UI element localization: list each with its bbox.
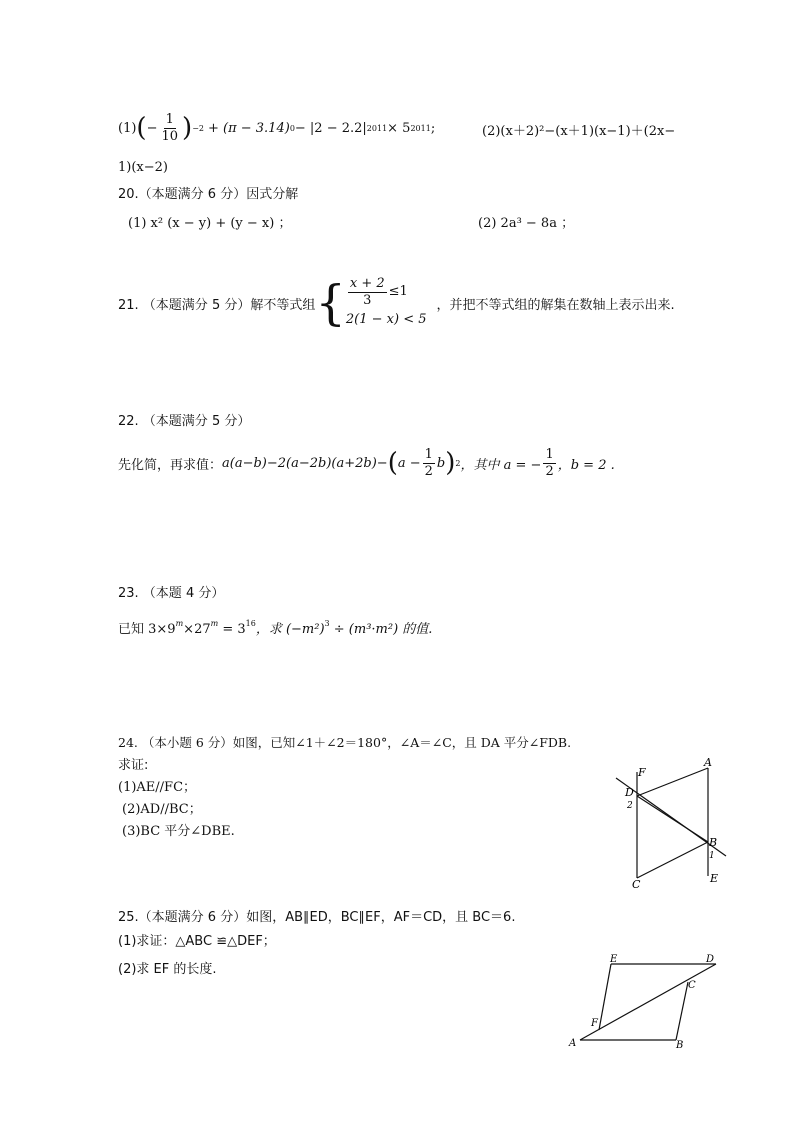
q23-heading: 23. （本题 4 分） bbox=[118, 586, 225, 601]
q24-item-1: (1)AE//FC； bbox=[118, 780, 197, 795]
q20-part1: (1) x² (x − y) + (y − x) ； bbox=[128, 216, 292, 231]
q20-heading: 20.（本题满分 6 分）因式分解 bbox=[118, 187, 299, 202]
q24-prove: 求证: bbox=[118, 758, 149, 773]
q25-figure bbox=[566, 950, 726, 1050]
q21: 21. （本题满分 5 分）解不等式组 { $\frac{x + 2}{3}$ ≤1 2(1 − x) < 5 ，并把不等式组的解集在数轴上表示出来. bbox=[118, 275, 675, 331]
q24-label-F: F bbox=[638, 766, 646, 779]
q24-item-2: (2)AD//BC； bbox=[122, 802, 202, 817]
q25-heading: 25.（本题满分 6 分）如图，AB∥ED，BC∥EF，AF＝CD，且 BC＝6. bbox=[118, 910, 516, 925]
q25-label-C: C bbox=[688, 980, 696, 991]
q24-item-3: (3)BC 平分∠DBE. bbox=[122, 824, 235, 839]
q21-inequality-system: $\frac{x + 2}{3}$ ≤1 2(1 − x) < 5 bbox=[345, 275, 427, 327]
q24-label-2: 2 bbox=[627, 801, 633, 811]
q24-label-D: D bbox=[625, 786, 634, 799]
q24-label-B: B bbox=[709, 836, 718, 849]
q25-label-A: A bbox=[569, 1038, 577, 1049]
q22-expression: 先化简，再求值： a(a−b)−2(a−2b)(a+2b)− ( a − $\frac{1}{2}$ b ) 2 ，其中 a = − $\frac{1}{2}$ ，b = 2 . bbox=[118, 446, 615, 479]
q25-label-F: F bbox=[591, 1018, 598, 1029]
q19-part2: (2)(x＋2)²−(x＋1)(x−1)＋(2x− bbox=[482, 124, 676, 139]
q24-label-E: E bbox=[710, 872, 719, 885]
q25-label-E: E bbox=[610, 954, 618, 965]
q25-label-D: D bbox=[706, 954, 715, 965]
q25-label-B: B bbox=[676, 1040, 684, 1050]
q21-suffix: ，并把不等式组的解集在数轴上表示出来. bbox=[436, 297, 675, 313]
q19-part1: (1) ( − $\frac{1}{10}$ ) −2 + (π − 3.14) 0 − |2 − 2.2| 2011 × 5 2011 ; bbox=[118, 111, 436, 144]
q22-heading: 22. （本题满分 5 分） bbox=[118, 414, 251, 429]
q24-label-C: C bbox=[632, 878, 641, 888]
q19-p1-label: (1) bbox=[118, 120, 137, 136]
q21-prefix: 21. （本题满分 5 分）解不等式组 bbox=[118, 297, 316, 313]
q25-item-1: (1)求证：△ABC ≌△DEF； bbox=[118, 934, 276, 949]
q25-item-2: (2)求 EF 的长度. bbox=[118, 962, 217, 977]
q24-label-A: A bbox=[704, 758, 712, 769]
q24-label-1: 1 bbox=[709, 851, 715, 861]
q20-part2: (2) 2a³ − 8a ； bbox=[478, 216, 575, 231]
q24-figure bbox=[612, 758, 752, 888]
q24-heading: 24. （本小题 6 分）如图，已知∠1＋∠2＝180°，∠A＝∠C，且 DA 平分∠FDB. bbox=[118, 735, 572, 750]
q23-expression: 已知 $3\times 9^m\times 27^m = 3^{16}$，求 $(-m^2)^3 \div (m^3\cdot m^2)$ 的值. bbox=[118, 619, 433, 637]
q19-part2-continued: 1)(x−2) bbox=[118, 160, 168, 175]
q19-fraction: $\frac{1}{10}$ bbox=[161, 111, 179, 144]
